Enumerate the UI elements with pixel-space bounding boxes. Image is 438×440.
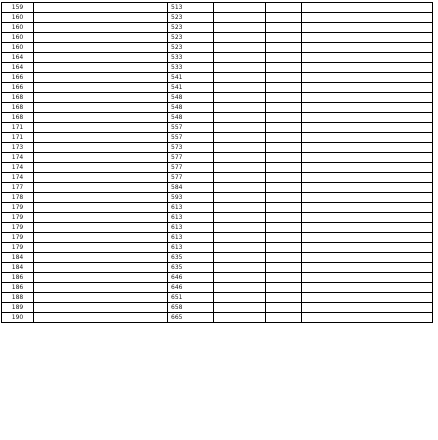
table-row: [2, 293, 433, 303]
rank-cell: 190: [2, 313, 34, 323]
spacer-cell: [266, 183, 302, 193]
score-cell: 548: [168, 103, 214, 113]
school-cell: [34, 33, 168, 43]
school-cell: [34, 53, 168, 63]
table-row: [2, 183, 433, 193]
spacer-cell: [266, 23, 302, 33]
score-cell: 541: [168, 83, 214, 93]
count-cell: [214, 243, 266, 253]
ranking-table-body: [2, 3, 433, 323]
table-row: [2, 243, 433, 253]
table-row: [2, 263, 433, 273]
school-cell: [34, 103, 168, 113]
spacer-cell: [266, 33, 302, 43]
spacer-cell: [266, 63, 302, 73]
count-cell: [214, 43, 266, 53]
rank-cell: 166: [2, 83, 34, 93]
table-row: [2, 43, 433, 53]
school-cell: [34, 223, 168, 233]
university-cell: [302, 253, 433, 263]
count-cell: [214, 63, 266, 73]
table-row: [2, 33, 433, 43]
spacer-cell: [266, 253, 302, 263]
score-cell: 577: [168, 163, 214, 173]
rank-cell: 178: [2, 193, 34, 203]
count-cell: [214, 53, 266, 63]
rank-cell: 160: [2, 33, 34, 43]
rank-cell: 171: [2, 133, 34, 143]
table-row: [2, 313, 433, 323]
university-cell: [302, 53, 433, 63]
school-cell: [34, 93, 168, 103]
school-cell: [34, 253, 168, 263]
table-row: [2, 203, 433, 213]
university-cell: [302, 73, 433, 83]
rank-cell: 164: [2, 63, 34, 73]
spacer-cell: [266, 133, 302, 143]
spacer-cell: [266, 163, 302, 173]
school-cell: [34, 143, 168, 153]
rank-cell: 173: [2, 143, 34, 153]
table-row: [2, 153, 433, 163]
rank-cell: 160: [2, 43, 34, 53]
score-cell: 577: [168, 153, 214, 163]
rank-cell: 186: [2, 273, 34, 283]
rank-cell: 166: [2, 73, 34, 83]
spacer-cell: [266, 313, 302, 323]
table-row: [2, 143, 433, 153]
score-cell: 573: [168, 143, 214, 153]
university-cell: [302, 273, 433, 283]
table-row: [2, 303, 433, 313]
score-cell: 557: [168, 123, 214, 133]
school-cell: [34, 3, 168, 13]
school-cell: [34, 233, 168, 243]
spacer-cell: [266, 123, 302, 133]
rank-cell: 171: [2, 123, 34, 133]
spacer-cell: [266, 193, 302, 203]
rank-cell: 179: [2, 243, 34, 253]
count-cell: [214, 13, 266, 23]
university-cell: [302, 143, 433, 153]
table-row: [2, 133, 433, 143]
school-cell: [34, 123, 168, 133]
score-cell: 646: [168, 283, 214, 293]
university-cell: [302, 233, 433, 243]
score-cell: 613: [168, 233, 214, 243]
school-cell: [34, 273, 168, 283]
table-row: [2, 83, 433, 93]
university-cell: [302, 303, 433, 313]
score-cell: 533: [168, 53, 214, 63]
spacer-cell: [266, 173, 302, 183]
count-cell: [214, 303, 266, 313]
count-cell: [214, 83, 266, 93]
school-cell: [34, 213, 168, 223]
university-cell: [302, 313, 433, 323]
count-cell: [214, 223, 266, 233]
rank-cell: 184: [2, 253, 34, 263]
table-row: [2, 53, 433, 63]
count-cell: [214, 313, 266, 323]
university-cell: [302, 283, 433, 293]
school-cell: [34, 83, 168, 93]
rank-cell: 184: [2, 263, 34, 273]
count-cell: [214, 293, 266, 303]
score-cell: 548: [168, 113, 214, 123]
count-cell: [214, 193, 266, 203]
count-cell: [214, 73, 266, 83]
count-cell: [214, 103, 266, 113]
university-cell: [302, 63, 433, 73]
university-cell: [302, 93, 433, 103]
spacer-cell: [266, 283, 302, 293]
table-row: [2, 173, 433, 183]
rank-cell: 168: [2, 103, 34, 113]
rank-cell: 164: [2, 53, 34, 63]
school-cell: [34, 63, 168, 73]
table-row: [2, 163, 433, 173]
table-row: [2, 23, 433, 33]
table-row: [2, 283, 433, 293]
spacer-cell: [266, 43, 302, 53]
score-cell: 523: [168, 13, 214, 23]
university-cell: [302, 183, 433, 193]
table-row: [2, 63, 433, 73]
rank-cell: 186: [2, 283, 34, 293]
score-cell: 548: [168, 93, 214, 103]
rank-cell: 160: [2, 23, 34, 33]
table-row: [2, 73, 433, 83]
table-row: [2, 93, 433, 103]
university-cell: [302, 173, 433, 183]
spacer-cell: [266, 103, 302, 113]
spacer-cell: [266, 303, 302, 313]
table-row: [2, 253, 433, 263]
count-cell: [214, 143, 266, 153]
rank-cell: 168: [2, 113, 34, 123]
rank-cell: 179: [2, 213, 34, 223]
table-row: [2, 233, 433, 243]
rank-cell: 189: [2, 303, 34, 313]
count-cell: [214, 203, 266, 213]
school-cell: [34, 133, 168, 143]
count-cell: [214, 153, 266, 163]
table-row: [2, 213, 433, 223]
rank-cell: 188: [2, 293, 34, 303]
score-cell: 584: [168, 183, 214, 193]
spacer-cell: [266, 93, 302, 103]
school-cell: [34, 243, 168, 253]
score-cell: 593: [168, 193, 214, 203]
score-cell: 665: [168, 313, 214, 323]
school-cell: [34, 283, 168, 293]
rank-cell: 168: [2, 93, 34, 103]
ranking-table: [1, 2, 433, 323]
score-cell: 613: [168, 243, 214, 253]
count-cell: [214, 113, 266, 123]
school-cell: [34, 173, 168, 183]
spacer-cell: [266, 243, 302, 253]
count-cell: [214, 133, 266, 143]
spacer-cell: [266, 233, 302, 243]
school-cell: [34, 263, 168, 273]
score-cell: 651: [168, 293, 214, 303]
spacer-cell: [266, 83, 302, 93]
school-cell: [34, 193, 168, 203]
school-cell: [34, 183, 168, 193]
university-cell: [302, 83, 433, 93]
rank-cell: 174: [2, 163, 34, 173]
school-cell: [34, 43, 168, 53]
count-cell: [214, 263, 266, 273]
university-cell: [302, 263, 433, 273]
rank-cell: 177: [2, 183, 34, 193]
rank-cell: 179: [2, 233, 34, 243]
score-cell: 533: [168, 63, 214, 73]
university-cell: [302, 223, 433, 233]
university-cell: [302, 103, 433, 113]
rank-cell: 160: [2, 13, 34, 23]
school-cell: [34, 153, 168, 163]
score-cell: 523: [168, 33, 214, 43]
spacer-cell: [266, 113, 302, 123]
university-cell: [302, 13, 433, 23]
table-row: [2, 13, 433, 23]
spacer-cell: [266, 73, 302, 83]
score-cell: 635: [168, 263, 214, 273]
spacer-cell: [266, 143, 302, 153]
university-cell: [302, 3, 433, 13]
score-cell: 646: [168, 273, 214, 283]
rank-cell: 179: [2, 223, 34, 233]
spacer-cell: [266, 153, 302, 163]
university-cell: [302, 213, 433, 223]
count-cell: [214, 33, 266, 43]
school-cell: [34, 13, 168, 23]
table-row: [2, 113, 433, 123]
university-cell: [302, 123, 433, 133]
count-cell: [214, 3, 266, 13]
university-cell: [302, 243, 433, 253]
university-cell: [302, 23, 433, 33]
count-cell: [214, 253, 266, 263]
school-cell: [34, 113, 168, 123]
spacer-cell: [266, 223, 302, 233]
count-cell: [214, 123, 266, 133]
score-cell: 513: [168, 3, 214, 13]
score-cell: 658: [168, 303, 214, 313]
count-cell: [214, 233, 266, 243]
spacer-cell: [266, 53, 302, 63]
spacer-cell: [266, 203, 302, 213]
count-cell: [214, 213, 266, 223]
score-cell: 523: [168, 43, 214, 53]
university-cell: [302, 33, 433, 43]
university-cell: [302, 193, 433, 203]
count-cell: [214, 183, 266, 193]
spacer-cell: [266, 3, 302, 13]
table-row: [2, 123, 433, 133]
table-row: [2, 273, 433, 283]
school-cell: [34, 73, 168, 83]
rank-cell: 159: [2, 3, 34, 13]
university-cell: [302, 113, 433, 123]
score-cell: 613: [168, 203, 214, 213]
spacer-cell: [266, 293, 302, 303]
spacer-cell: [266, 213, 302, 223]
spacer-cell: [266, 13, 302, 23]
school-cell: [34, 203, 168, 213]
spacer-cell: [266, 263, 302, 273]
school-cell: [34, 293, 168, 303]
count-cell: [214, 283, 266, 293]
score-cell: 557: [168, 133, 214, 143]
score-cell: 541: [168, 73, 214, 83]
university-cell: [302, 203, 433, 213]
score-cell: 613: [168, 223, 214, 233]
count-cell: [214, 173, 266, 183]
table-row: [2, 193, 433, 203]
score-cell: 635: [168, 253, 214, 263]
school-cell: [34, 23, 168, 33]
count-cell: [214, 23, 266, 33]
rank-cell: 174: [2, 153, 34, 163]
school-cell: [34, 303, 168, 313]
university-cell: [302, 133, 433, 143]
university-cell: [302, 293, 433, 303]
score-cell: 613: [168, 213, 214, 223]
table-row: [2, 103, 433, 113]
count-cell: [214, 163, 266, 173]
spacer-cell: [266, 273, 302, 283]
count-cell: [214, 93, 266, 103]
table-row: [2, 3, 433, 13]
university-cell: [302, 153, 433, 163]
school-cell: [34, 163, 168, 173]
score-cell: 523: [168, 23, 214, 33]
university-cell: [302, 43, 433, 53]
rank-cell: 174: [2, 173, 34, 183]
table-row: [2, 223, 433, 233]
rank-cell: 179: [2, 203, 34, 213]
school-cell: [34, 313, 168, 323]
university-cell: [302, 163, 433, 173]
count-cell: [214, 273, 266, 283]
score-cell: 577: [168, 173, 214, 183]
